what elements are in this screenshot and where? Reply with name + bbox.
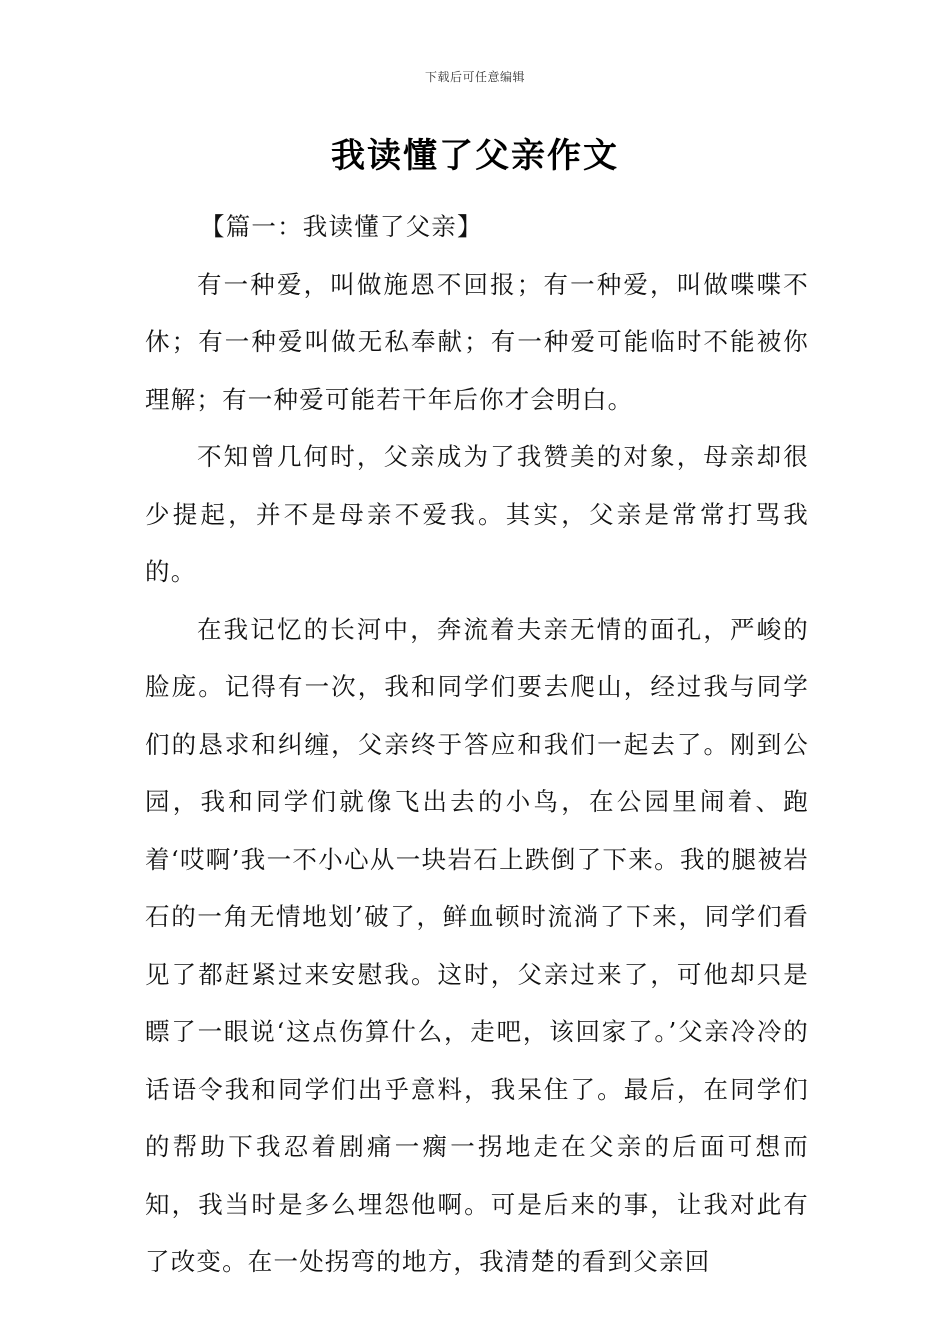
section-heading: 【篇一：我读懂了父亲】 [200,212,483,241]
paragraph-3: 在我记忆的长河中，奔流着夫亲无情的面孔，严峻的脸庞。记得有一次，我和同学们要去爬山，经过我与同学们的恳求和纠缠，父亲终于答应和我们一起去了。刚到公园，我和同学们就像飞出去的小鸟，在公园里闹着、跑着‘哎啊’我一不小心从一块岩石上跌倒了下来。我的腿被岩石的一角无情地划’破了，鲜血顿时流淌了下来，同学们看见了都赶紧过来安慰我。这时，父亲过来了，可他却只是瞟了一眼说‘这点伤算什么，走吧，该回家了。’父亲冷冷的话语令我和同学们出乎意料，我呆住了。最后，在同学们的帮助下我忍着剧痛一瘸一拐地走在父亲的后面可想而知，我当时是多么埋怨他啊。可是后来的事，让我对此有了改变。在一处拐弯的地方，我清楚的看到父亲回 [145,614,809,1276]
document-title: 我读懂了父亲作文 [331,136,619,176]
header-note: 下载后可任意编辑 [424,70,525,84]
paragraph-2: 不知曾几何时，父亲成为了我赞美的对象，母亲却很少提起，并不是母亲不爱我。其实，父亲是常常打骂我的。 [145,442,809,586]
paragraph-1: 有一种爱，叫做施恩不回报；有一种爱，叫做喋喋不休；有一种爱叫做无私奉献；有一种爱可能临时不能被你理解；有一种爱可能若干年后你才会明白。 [145,269,809,414]
document-body [145,198,809,1291]
